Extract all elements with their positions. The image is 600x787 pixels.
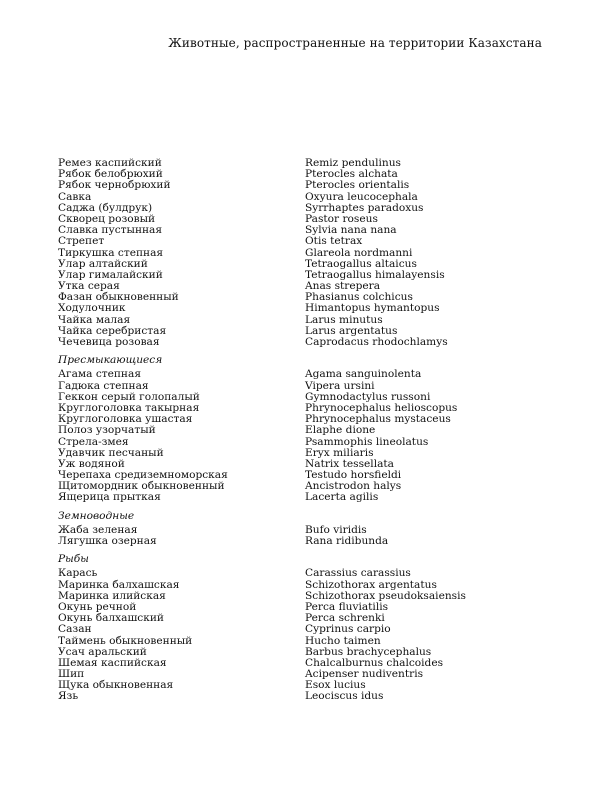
list-item xyxy=(58,536,558,547)
latin-name: Pastor roseus xyxy=(305,212,378,225)
latin-name: Hucho taimen xyxy=(305,634,381,647)
section-title: Рыбы xyxy=(58,553,89,566)
russian-name: Стрела-змея xyxy=(58,435,129,448)
latin-name: Phrynocephalus helioscopus xyxy=(305,401,458,414)
latin-name: Glareola nordmanni xyxy=(305,246,413,259)
russian-name: Саджа (булдрук) xyxy=(58,201,153,214)
russian-name: Щука обыкновенная xyxy=(58,679,174,692)
russian-name: Ходулочник xyxy=(58,302,126,315)
russian-name: Шемая каспийская xyxy=(58,656,167,669)
latin-name: Elaphe dione xyxy=(305,424,376,437)
list-item xyxy=(58,624,558,635)
russian-name: Шип xyxy=(58,668,85,681)
russian-name: Утка серая xyxy=(58,280,120,293)
section-reptiles xyxy=(58,355,558,503)
list-item xyxy=(58,337,558,348)
russian-name: Рябок чернобрюхий xyxy=(58,179,171,192)
russian-name: Чечевица розовая xyxy=(58,336,160,348)
latin-name: Larus minutus xyxy=(305,313,383,326)
section-amphibians xyxy=(58,511,558,548)
latin-name: Tetraogallus himalayensis xyxy=(305,268,445,281)
latin-name: Himantopus hymantopus xyxy=(305,302,440,315)
russian-name: Чайка серебристая xyxy=(58,324,167,337)
latin-name: Anas strepera xyxy=(305,280,381,293)
page-header: Животные, распространенные на территории Казахстана xyxy=(168,36,542,50)
latin-name: Barbus brachycephalus xyxy=(305,645,432,658)
russian-name: Лягушка озерная xyxy=(58,535,157,548)
list-item xyxy=(58,303,558,314)
latin-name: Perca fluviatilis xyxy=(305,600,389,613)
russian-name: Фазан обыкновенный xyxy=(58,291,179,304)
latin-name: Tetraogallus altaicus xyxy=(305,257,417,270)
latin-name: Phasianus colchicus xyxy=(305,291,413,304)
russian-name: Маринка балхашская xyxy=(58,578,180,591)
latin-name: Eryx miliaris xyxy=(305,446,374,459)
latin-name: Remiz pendulinus xyxy=(305,157,401,169)
list-item xyxy=(58,180,558,191)
russian-name: Таймень обыкновенный xyxy=(58,634,193,647)
latin-name: Carassius carassius xyxy=(305,567,411,580)
russian-name: Окунь балхашский xyxy=(58,612,164,625)
latin-name: Esox lucius xyxy=(305,679,366,692)
latin-name: Lacerta agilis xyxy=(305,491,379,504)
latin-name: Phrynocephalus mystaceus xyxy=(305,413,451,426)
latin-name: Perca schrenki xyxy=(305,612,385,625)
russian-name: Маринка илийская xyxy=(58,589,166,602)
russian-name: Круглоголовка такырная xyxy=(58,401,200,414)
russian-name: Стрепет xyxy=(58,235,105,248)
russian-name: Геккон серый голопалый xyxy=(58,390,200,403)
russian-name: Удавчик песчаный xyxy=(58,446,164,459)
russian-name: Уж водяной xyxy=(58,457,125,470)
list-item xyxy=(58,248,558,259)
latin-name: Natrix tessellata xyxy=(305,457,394,470)
russian-name: Славка пустынная xyxy=(58,224,163,237)
section-title: Земноводные xyxy=(58,509,135,522)
latin-name: Pterocles alchata xyxy=(305,168,398,181)
russian-name: Жаба зеленая xyxy=(58,523,138,536)
russian-name: Черепаха средиземноморская xyxy=(58,469,228,482)
section-title: Пресмыкающиеся xyxy=(58,354,163,367)
latin-name: Testudo horsfieldi xyxy=(305,469,402,482)
latin-name: Rana ridibunda xyxy=(305,535,389,548)
russian-name: Карась xyxy=(58,567,98,580)
latin-name: Schizothorax argentatus xyxy=(305,578,437,591)
russian-name: Щитомордник обыкновенный xyxy=(58,480,225,493)
russian-name: Тиркушка степная xyxy=(58,246,164,259)
russian-name: Агама степная xyxy=(58,368,141,381)
latin-name: Otis tetrax xyxy=(305,235,363,248)
list-item xyxy=(58,425,558,436)
latin-name: Schizothorax pseudoksaiensis xyxy=(305,589,466,602)
latin-name: Ancistrodon halys xyxy=(305,480,402,493)
russian-name: Чайка малая xyxy=(58,313,131,326)
section-birds xyxy=(58,158,558,348)
russian-name: Усач аральский xyxy=(58,645,147,658)
russian-name: Язь xyxy=(58,690,79,703)
latin-name: Leociscus idus xyxy=(305,690,384,703)
latin-name: Vipera ursini xyxy=(305,379,375,392)
russian-name: Улар гималайский xyxy=(58,268,163,281)
list-item xyxy=(58,492,558,503)
russian-name: Полоз узорчатый xyxy=(58,424,156,437)
section-fish xyxy=(58,554,558,702)
russian-name: Скворец розовый xyxy=(58,212,156,225)
list-item xyxy=(58,568,558,579)
latin-name: Caprodacus rhodochlamys xyxy=(305,336,448,348)
latin-name: Sylvia nana nana xyxy=(305,224,397,237)
russian-name: Ремез каспийский xyxy=(58,157,162,169)
latin-name: Psammophis lineolatus xyxy=(305,435,429,448)
latin-name: Cyprinus carpio xyxy=(305,623,391,636)
latin-name: Acipenser nudiventris xyxy=(305,668,424,681)
list-item xyxy=(58,369,558,380)
latin-name: Pterocles orientalis xyxy=(305,179,410,192)
russian-name: Савка xyxy=(58,190,92,203)
russian-name: Рябок белобрюхий xyxy=(58,168,163,181)
latin-name: Oxyura leucocephala xyxy=(305,190,418,203)
russian-name: Окунь речной xyxy=(58,600,137,613)
list-item xyxy=(58,236,558,247)
species-list xyxy=(58,158,558,710)
latin-name: Gymnodactylus russoni xyxy=(305,390,431,403)
latin-name: Syrrhaptes paradoxus xyxy=(305,201,424,214)
latin-name: Larus argentatus xyxy=(305,324,398,337)
russian-name: Улар алтайский xyxy=(58,257,148,270)
list-item xyxy=(58,691,558,702)
russian-name: Сазан xyxy=(58,623,92,636)
russian-name: Ящерица прыткая xyxy=(58,491,161,504)
latin-name: Bufo viridis xyxy=(305,523,367,536)
latin-name: Chalcalburnus chalcoides xyxy=(305,656,444,669)
russian-name: Гадюка степная xyxy=(58,379,149,392)
russian-name: Круглоголовка ушастая xyxy=(58,413,193,426)
latin-name: Agama sanguinolenta xyxy=(305,368,422,381)
